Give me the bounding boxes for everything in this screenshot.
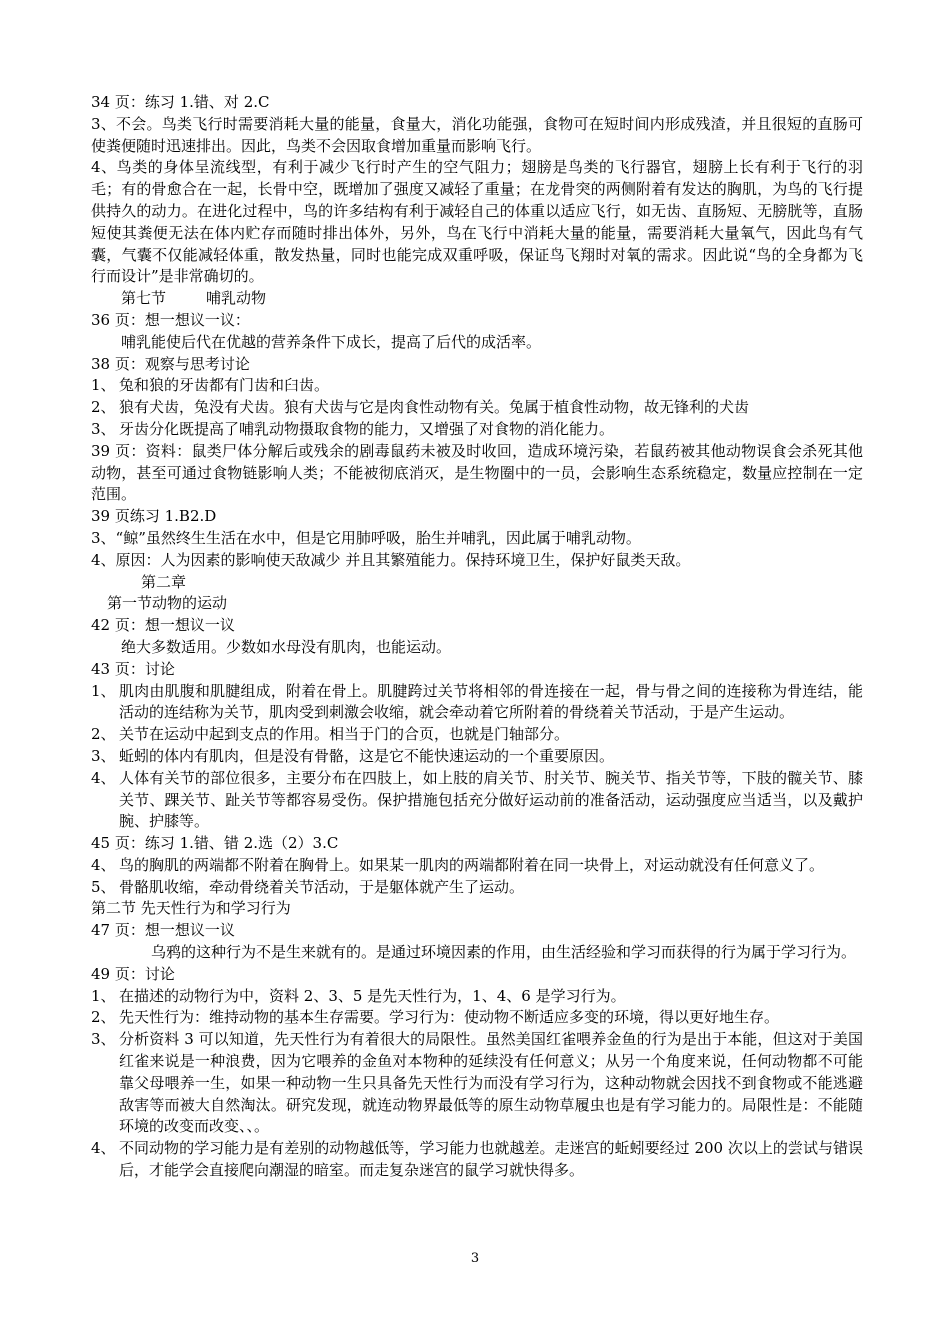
answer-paragraph: 哺乳能使后代在优越的营养条件下成长，提高了后代的成活率。 xyxy=(121,332,542,351)
list-item: 4、 不同动物的学习能力是有差别的动物越低等，学习能力也就越差。走迷宫的蚯蚓要经过 200 次以上的尝试与错误后，才能学会直接爬向潮湿的暗室。而走复杂迷宫的鼠学习就快得多。 xyxy=(91,1139,863,1180)
exercise-heading: 45 页：练习 1.错、错 2.选（2）3.C xyxy=(91,834,339,853)
list-item: 4、 人体有关节的部位很多，主要分布在四肢上，如上肢的肩关节、肘关节、腕关节、指关节等，下肢的髋关节、膝关节、踝关节、趾关节等都容易受伤。保护措施包括充分做好运动前的准备活动，运动强度应当适当，以及戴护腕、护膝等。 xyxy=(91,768,863,831)
exercise-heading: 42 页：想一想议一议 xyxy=(91,616,235,635)
list-item: 1、 在描述的动物行为中，资料 2、3、5 是先天性行为，1、4、6 是学习行为。 xyxy=(91,986,626,1005)
list-item: 3、 分析资料 3 可以知道，先天性行为有着很大的局限性。虽然美国红雀喂养金鱼的行为是出于本能，但这对于美国红雀来说是一种浪费，因为它喂养的金鱼对本物种的延续没有任何意义；从另一个角度来说，任何动物都不可能靠父母喂养一生，如果一种动物一生只具备先天性行为而没有学习行为，这种动物就会因找不到食物或不能逃避敌害等而被大自然淘汰。研究发现，就连动物界最低等的原生动物草履虫也是有学习能力的。局限性是：不能随环境的改变而改变、、。 xyxy=(91,1030,863,1136)
answer-paragraph: 4、原因：人为因素的影响使天敌减少 并且其繁殖能力。保持环境卫生，保护好鼠类天敌。 xyxy=(91,550,691,569)
section-heading: 第七节 哺乳动物 xyxy=(121,289,267,308)
exercise-heading: 38 页：观察与思考讨论 xyxy=(91,354,250,373)
section-heading: 第二节 先天性行为和学习行为 xyxy=(91,899,291,918)
list-item: 2、 关节在运动中起到支点的作用。相当于门的合页，也就是门轴部分。 xyxy=(91,725,570,744)
document-body xyxy=(91,92,863,1182)
list-item: 4、 鸟的胸肌的两端都不附着在胸骨上。如果某一肌肉的两端都附着在同一块骨上，对运动就没有任何意义了。 xyxy=(91,855,825,874)
list-item: 3、 牙齿分化既提高了哺乳动物摄取食物的能力，又增强了对食物的消化能力。 xyxy=(91,419,615,438)
list-item: 2、 先天性行为：维持动物的基本生存需要。学习行为：使动物不断适应多变的环境，得以更好地生存。 xyxy=(91,1008,780,1027)
list-item: 3、 蚯蚓的体内有肌肉，但是没有骨骼，这是它不能快速运动的一个重要原因。 xyxy=(91,746,615,765)
chapter-heading: 第二章 xyxy=(141,572,187,591)
answer-paragraph: 乌鸦的这种行为不是生来就有的。是通过环境因素的作用，由生活经验和学习而获得的行为属于学习行为。 xyxy=(151,943,857,962)
exercise-heading: 36 页：想一想议一议： xyxy=(91,310,250,329)
exercise-heading: 47 页：想一想议一议 xyxy=(91,921,235,940)
answer-paragraph: 3、不会。鸟类飞行时需要消耗大量的能量，食量大，消化功能强，食物可在短时间内形成残渣，并且很短的直肠可使粪便随时迅速排出。因此，鸟类不会因取食增加重量而影响飞行。 xyxy=(91,114,863,155)
page-number: 3 xyxy=(470,1251,480,1266)
exercise-heading: 49 页：讨论 xyxy=(91,964,175,983)
section-heading: 第一节动物的运动 xyxy=(107,594,228,613)
list-item: 5、 骨骼肌收缩，牵动骨绕着关节活动，于是躯体就产生了运动。 xyxy=(91,877,525,896)
exercise-heading: 34 页：练习 1.错、对 2.C xyxy=(91,93,270,111)
answer-paragraph: 39 页：资料：鼠类尸体分解后或残余的剧毒鼠药未被及时收回，造成环境污染，若鼠药被其他动物误食会杀死其他动物，甚至可通过食物链影响人类；不能被彻底消灭，是生物圈中的一员，会影响生态系统稳定，数量应控制在一定范围。 xyxy=(91,441,863,504)
exercise-heading: 39 页练习 1.B2.D xyxy=(91,507,217,526)
list-item: 1、 肌肉由肌腹和肌腱组成，附着在骨上。肌腱跨过关节将相邻的骨连接在一起，骨与骨之间的连接称为骨连结，能活动的连结称为关节，肌肉受到刺激会收缩，就会牵动着它所附着的骨绕着关节活动，于是产生运动。 xyxy=(91,681,863,722)
answer-paragraph: 4、鸟类的身体呈流线型，有利于减少飞行时产生的空气阻力；翅膀是鸟类的飞行器官，翅膀上长有利于飞行的羽毛；有的骨愈合在一起，长骨中空，既增加了强度又减轻了重量；在龙骨突的两侧附着有发达的胸肌，为鸟的飞行提供持久的动力。在进化过程中，鸟的许多结构有利于减轻自己的体重以适应飞行，如无齿、直肠短、无膀胱等，直肠短使其粪便无法在体内贮存而随时排出体外，另外，鸟在飞行中消耗大量的能量，需要消耗大量氧气，因此鸟有气囊，气囊不仅能减轻体重，散发热量，同时也能完成双重呼吸，保证鸟飞翔时对氧的需求。因此说“鸟的全身都为飞行而设计”是非常确切的。 xyxy=(91,158,863,286)
answer-paragraph: 绝大多数适用。少数如水母没有肌肉，也能运动。 xyxy=(121,637,452,656)
answer-paragraph: 3、“鲸”虽然终生生活在水中，但是它用肺呼吸，胎生并哺乳，因此属于哺乳动物。 xyxy=(91,528,641,547)
list-item: 1、 兔和狼的牙齿都有门齿和臼齿。 xyxy=(91,376,330,395)
exercise-heading: 43 页：讨论 xyxy=(91,659,175,678)
list-item: 2、 狼有犬齿，兔没有犬齿。狼有犬齿与它是肉食性动物有关。兔属于植食性动物，故无锋利的犬齿 xyxy=(91,398,750,417)
